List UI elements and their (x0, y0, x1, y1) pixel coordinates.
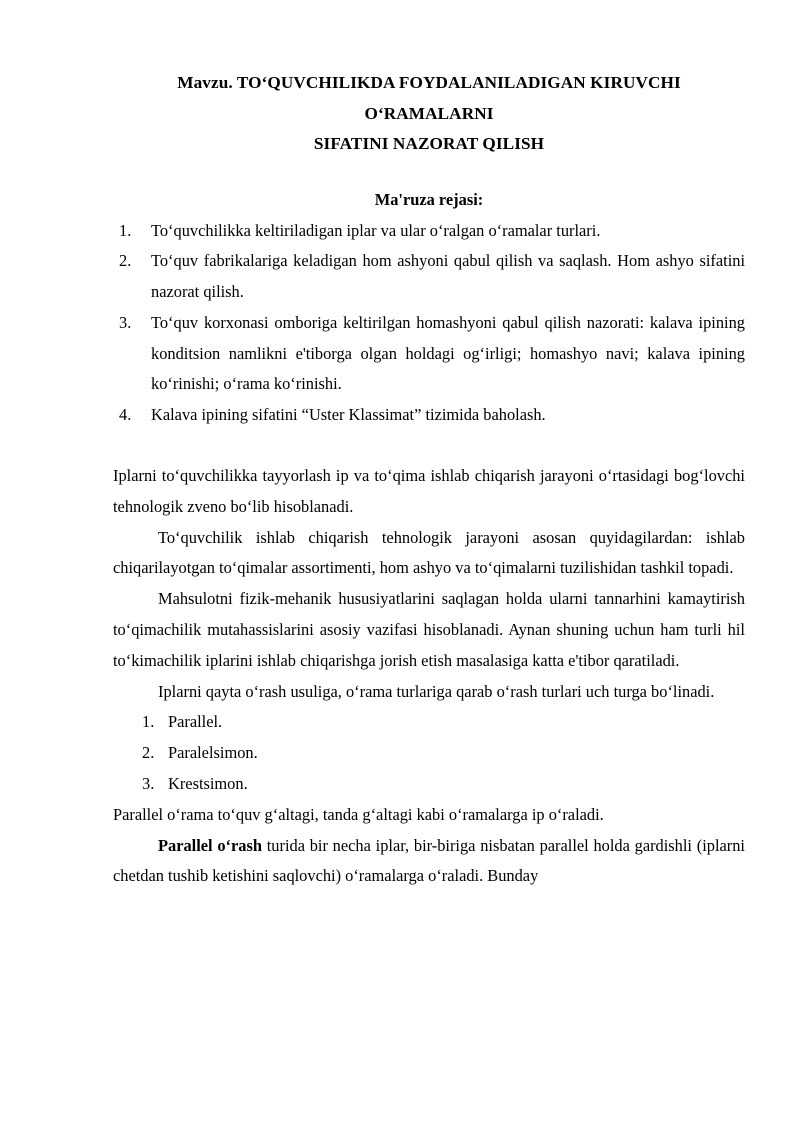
plan-body-spacer (113, 431, 745, 461)
list-item (119, 400, 745, 431)
list-item-number: 2. (119, 251, 132, 271)
list-item (119, 246, 745, 308)
winding-type-list (113, 707, 745, 799)
paragraph-bold-lead: Parallel o‘rash (158, 835, 262, 855)
lecture-plan-list (113, 216, 745, 432)
list-item (119, 216, 745, 247)
paragraph-cost: Mahsulotni fizik-mehanik hususiyatlarini saqlagan holda ularni tannarhini kamaytirish to‘qimachilik mutahassislarini asosiy vazifasi hisoblanadi. Aynan shuning uchun ham turli hil to‘kimachilik iplarini ishlab chiqarishga jorish etish masalasiga katta e'tibor qaratiladi. (113, 589, 745, 670)
list-item-text: Krestsimon. (168, 774, 248, 794)
list-item-text: Kalava ipining sifatini “Uster Klassimat” tizimida baholash. (151, 405, 546, 425)
lecture-plan-heading: Ma'ruza rejasi: (374, 189, 484, 209)
list-item (142, 738, 745, 769)
list-item-text: To‘quv korxonasi omboriga keltirilgan homashyoni qabul qilish nazorati: kalava ipining konditsion namlikni e'tiborga olgan holdagi og‘irligi; homashyo navi; kalava ipining ko‘rinishi; o‘rama ko‘rinishi. (151, 312, 745, 394)
list-item-number: 2. (142, 743, 155, 763)
list-item-text: Parallel. (168, 712, 223, 732)
list-item (142, 707, 745, 738)
title-line-3: SIFATINI NAZORAT QILISH (313, 134, 545, 153)
paragraph-winding-types: Iplarni qayta o‘rash usuliga, o‘rama turlariga qarab o‘rash turlari uch turga bo‘linadi. (158, 681, 715, 701)
paragraph-intro: Iplarni to‘quvchilikka tayyorlash ip va to‘qima ishlab chiqarish jarayoni o‘rtasidagi bog‘lovchi tehnologik zveno bo‘lib hisoblanadi. (113, 466, 745, 516)
list-item-text: Paralelsimon. (168, 743, 258, 763)
list-item-number: 3. (119, 312, 132, 332)
document-content (113, 68, 745, 892)
page-title (113, 68, 745, 160)
list-item-text: To‘quvchilikka keltiriladigan iplar va ular o‘ralgan o‘ramalar turlari. (151, 220, 601, 240)
title-line-1: Mavzu. TO‘QUVCHILIKDA FOYDALANILADIGAN KIRUVCHI (177, 73, 681, 92)
title-spacer (113, 160, 745, 189)
list-item-number: 1. (119, 220, 132, 240)
paragraph-parallel-package: Parallel o‘rama to‘quv g‘altagi, tanda g‘altagi kabi o‘ramalarga ip o‘raladi. (113, 804, 604, 824)
list-item-number: 3. (142, 774, 155, 794)
paragraph-rest: turida bir necha iplar, bir-biriga nisbatan parallel holda gardishli (iplarni chetdan tushib ketishini saqlovchi) o‘ramalarga o‘raladi. Bunday (113, 835, 745, 886)
title-line-2: O‘RAMALARNI (364, 103, 494, 123)
list-item-text: To‘quv fabrikalariga keladigan hom ashyoni qabul qilish va saqlash. Hom ashyo sifatini nazorat qilish. (151, 251, 745, 302)
list-item-number: 4. (119, 405, 132, 425)
paragraph-parallel-winding (113, 831, 745, 893)
paragraph-process: To‘quvchilik ishlab chiqarish tehnologik jarayoni asosan quyidagilardan: ishlab chiqarilayotgan to‘qimalar assortimenti, hom ashyo va to‘qimalarni tuzilishidan tashkil topadi. (113, 527, 745, 578)
list-item (142, 769, 745, 800)
list-item (119, 308, 745, 400)
list-item-number: 1. (142, 712, 155, 732)
